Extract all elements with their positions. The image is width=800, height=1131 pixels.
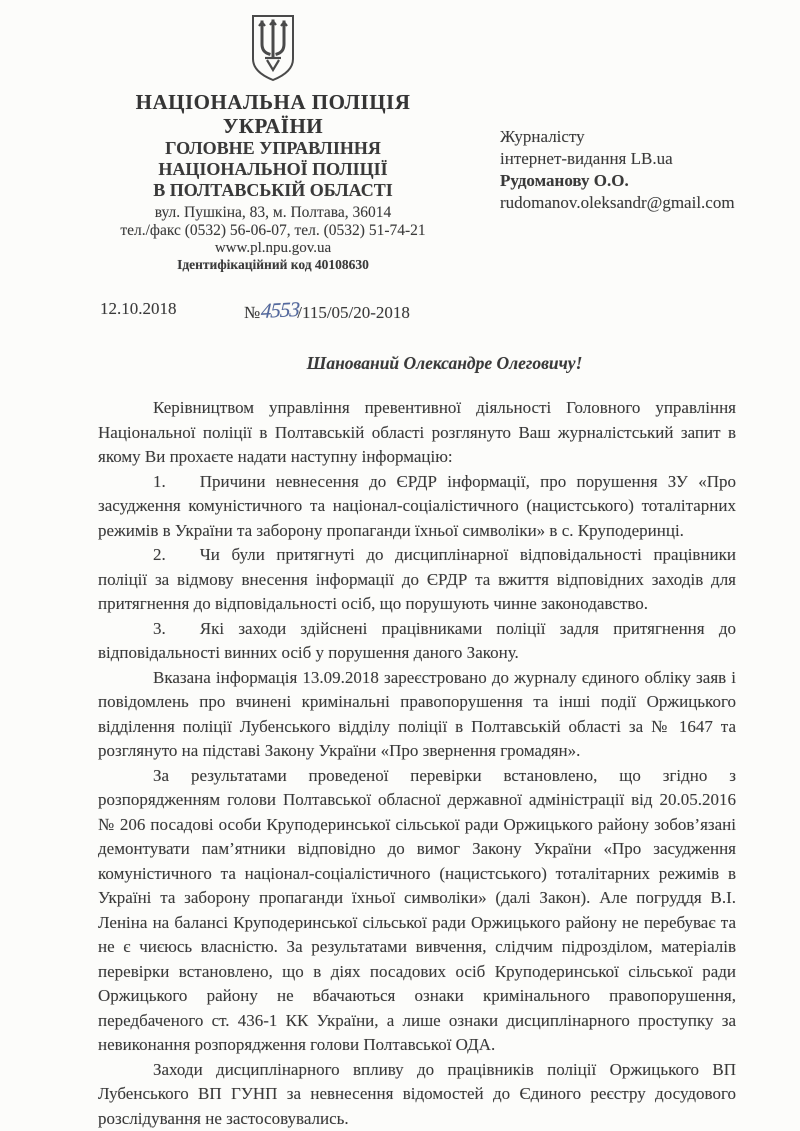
org-phone: тел./факс (0532) 56-06-07, тел. (0532) 51-74-21	[58, 222, 488, 240]
item-number: 2.	[153, 545, 166, 564]
item-text: Причини невнесення до ЄРДР інформації, про порушення ЗУ «Про засудження комуністичного та націонал-соціалістичного (нацистського) тоталітарних режимів в України та заборону пропаганди їхньої символіки» в с. Круподеринці.	[98, 472, 736, 540]
org-address: вул. Пушкіна, 83, м. Полтава, 36014	[58, 204, 488, 222]
org-sub-line1: ГОЛОВНЕ УПРАВЛІННЯ	[58, 138, 488, 159]
salutation: Шанований Олександре Олеговичу!	[98, 353, 736, 374]
paragraph-registration: Вказана інформація 13.09.2018 зареєстровано до журналу єдиного обліку заяв і повідомлень про вчинені кримінальні правопорушення та інші події Оржицького відділення поліції Лубенського відділу поліції в Полтавській області за № 1647 та розглянуто на підставі Закону України «Про звернення громадян».	[98, 666, 736, 764]
addressee-outlet: інтернет-видання LB.ua	[500, 148, 800, 170]
item-number: 1.	[153, 472, 166, 491]
organization-block	[58, 14, 488, 273]
number-sign: №	[244, 303, 260, 322]
org-sub-line3: В ПОЛТАВСЬКІЙ ОБЛАСТІ	[58, 180, 488, 201]
letter-date: 12.10.2018	[100, 299, 177, 319]
addressee-email: rudomanov.oleksandr@gmail.com	[500, 192, 800, 214]
letter-body	[98, 396, 736, 1131]
ukraine-trident-emblem	[58, 14, 488, 82]
org-website: www.pl.npu.gov.ua	[58, 240, 488, 257]
org-name-line1: НАЦІОНАЛЬНА ПОЛІЦІЯ	[58, 90, 488, 114]
org-id-code: Ідентифікаційний код 40108630	[58, 257, 488, 273]
item-text: Чи були притягнуті до дисциплінарної відповідальності працівники поліції за відмову внесення інформації до ЄРДР та вжиття відповідних заходів для притягнення до відповідальності осіб, що порушують чинне законодавство.	[98, 545, 736, 613]
number-suffix: /115/05/20-2018	[297, 303, 410, 322]
request-item-3	[98, 617, 736, 666]
org-name-line2: УКРАЇНИ	[58, 114, 488, 138]
letterhead	[0, 0, 800, 273]
paragraph-findings: За результатами проведеної перевірки встановлено, що згідно з розпорядженням голови Полтавської обласної державної адміністрації від 20.05.2016 № 206 посадові особи Круподеринської сільської ради Оржицького району зобов’язані демонтувати пам’ятники відповідно до вимог Закону України «Про засудження комуністичного та націонал-соціалістичного (нацистського) тоталітарних режимів в Україні та заборону пропаганди їхньої символіки» (далі Закон). Але погруддя В.І. Леніна на балансі Круподеринської сільської ради Оржицького району не перебуває та не є чиєюсь власністю. За результатами вивчення, слідчим підрозділом, матеріалів перевірки встановлено, що в діях посадових осіб Круподеринської сільської ради Оржицького району не вбачаються ознаки кримінального правопорушення, передбаченого ст. 436-1 КК України, а лише ознаки дисциплінарного проступку за невиконання розпорядження голови Полтавської ОДА.	[98, 764, 736, 1058]
reference-line	[98, 299, 736, 323]
addressee-role: Журналісту	[500, 126, 800, 148]
addressee-block	[488, 14, 800, 273]
request-item-1	[98, 470, 736, 544]
org-sub-line2: НАЦІОНАЛЬНОЇ ПОЛІЦІЇ	[58, 159, 488, 180]
letter-number	[244, 299, 410, 324]
request-item-2	[98, 543, 736, 617]
paragraph-intro: Керівництвом управління превентивної діяльності Головного управління Національної поліції в Полтавській області розглянуто Ваш журналістський запит в якому Ви прохаєте надати наступну інформацію:	[98, 396, 736, 470]
item-text: Які заходи здійснені працівниками поліції задля притягнення до відповідальності винних осіб у порушення даного Закону.	[98, 619, 736, 663]
addressee-name: Рудоманову О.О.	[500, 170, 800, 192]
paragraph-conclusion: Заходи дисциплінарного впливу до працівників поліції Оржицького ВП Лубенського ВП ГУНП за невнесення відомостей до Єдиного реєстру досудового розслідування не застосовувались.	[98, 1058, 736, 1131]
item-number: 3.	[153, 619, 166, 638]
handwritten-number: 4553	[261, 297, 300, 324]
